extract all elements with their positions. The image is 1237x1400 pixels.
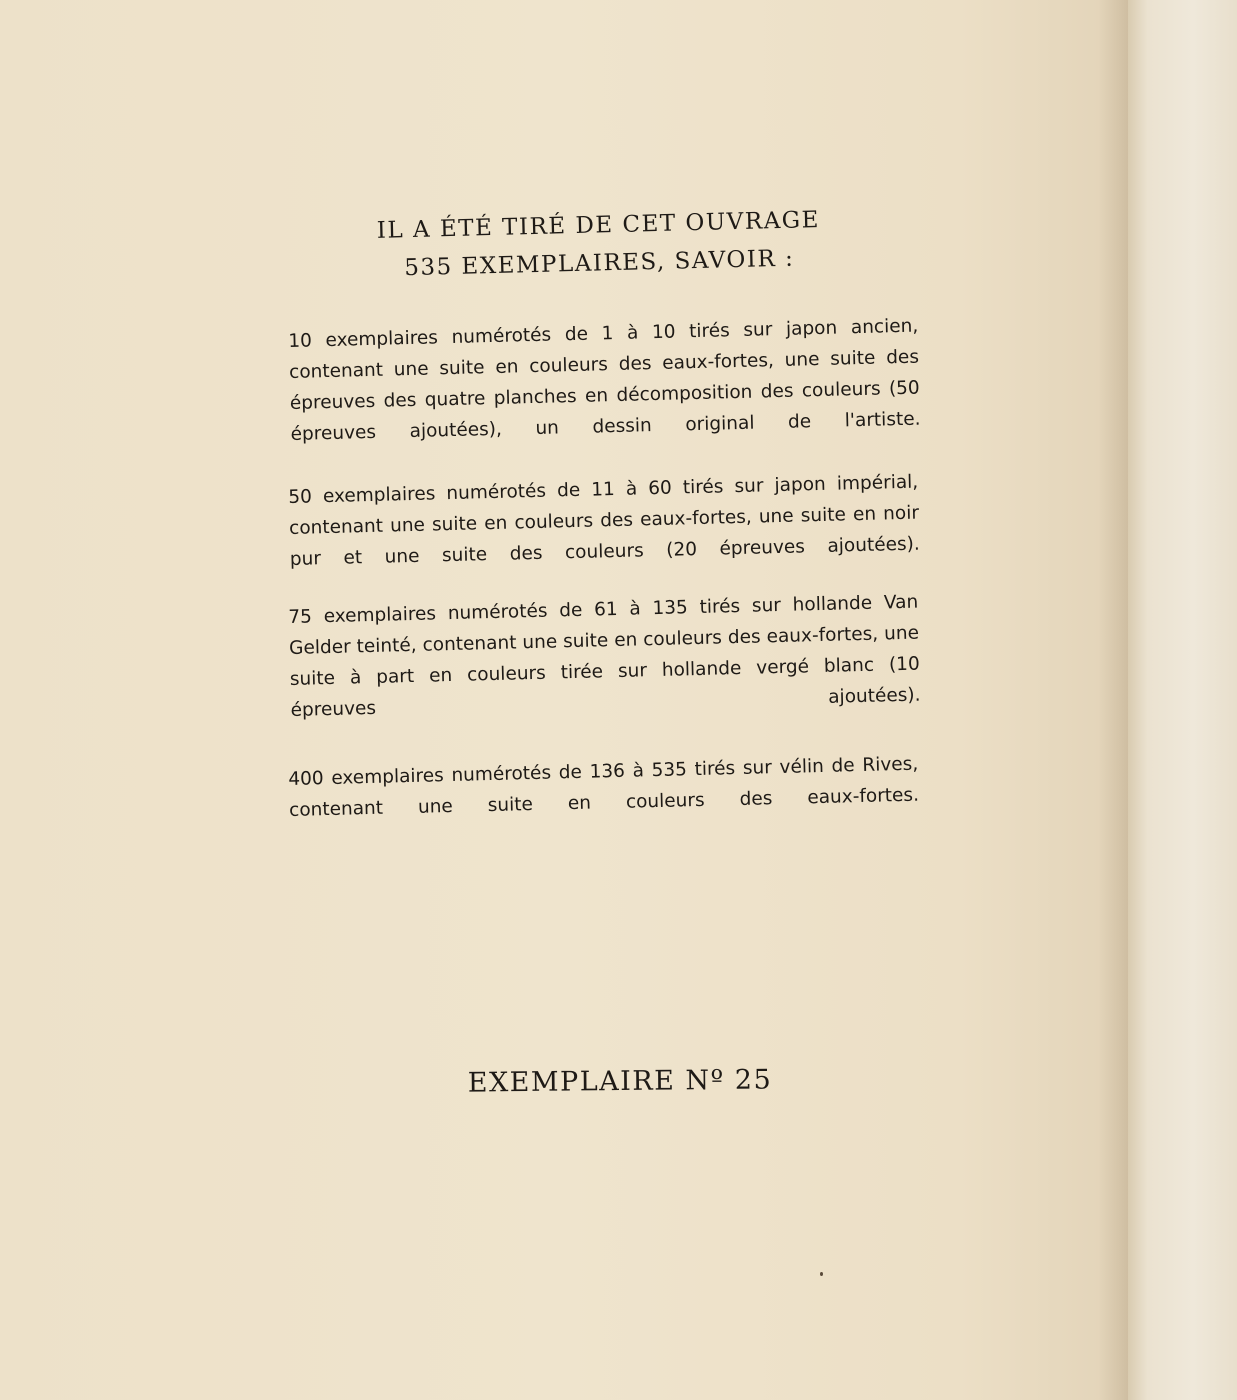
next-page-edge (1128, 0, 1237, 1400)
edition-paragraph-velin: 400 exemplaires numérotés de 136 à 535 tirés sur vélin de Rives, contenant une suite en couleurs des eaux-fortes. (288, 753, 920, 821)
justification-heading (288, 199, 910, 290)
page-fold-shadow (1098, 0, 1128, 1400)
edition-paragraph-japon-ancien: 10 exemplaires numérotés de 1 à 10 tirés sur japon ancien, contenant une suite en couleurs des eaux-fortes, une suite des épreuves des quatre planches en décomposition des couleurs (50 épreuves ajoutées), un dessin original de l'artiste. (288, 315, 921, 445)
paper-speck (820, 1272, 823, 1276)
copy-number: EXEMPLAIRE Nº 25 (467, 1064, 773, 1099)
heading-line-2: 535 EXEMPLAIRES, SAVOIR : (403, 245, 795, 282)
edition-paragraph-japon-imperial: 50 exemplaires numérotés de 11 à 60 tirés sur japon impérial, contenant une suite en couleurs des eaux-fortes, une suite en noir pur et une suite des couleurs (20 épreuves ajoutées). (288, 471, 920, 570)
heading-line-1: IL A ÉTÉ TIRÉ DE CET OUVRAGE (376, 207, 821, 244)
edition-paragraph-hollande: 75 exemplaires numérotés de 61 à 135 tirés sur hollande Van Gelder teinté, contenant une suite en couleurs des eaux-fortes, une suite à part en couleurs tirée sur hollande vergé blanc (10 épreuves ajoutées). (288, 591, 921, 721)
